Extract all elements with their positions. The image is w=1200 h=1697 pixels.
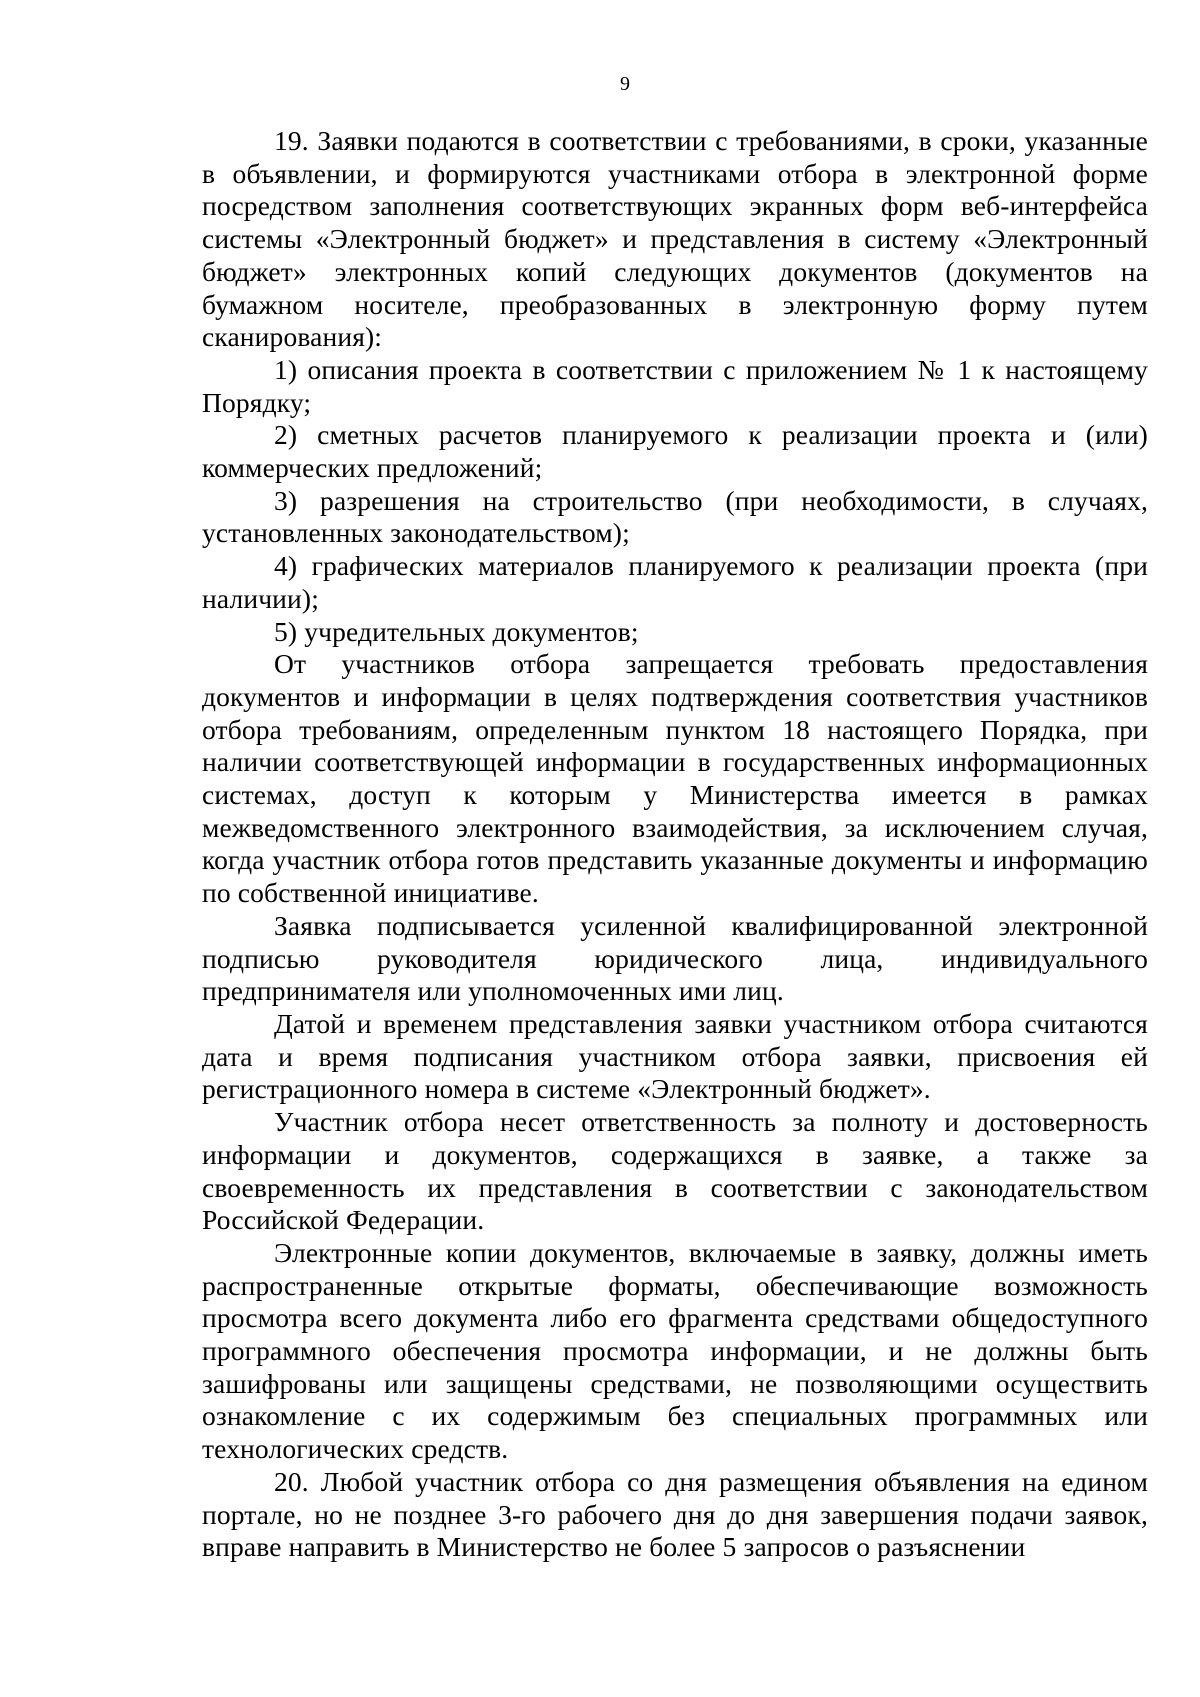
list-item-3: 3) разрешения на строительство (при необходимости, в случаях, установленных законодательством); — [202, 484, 1148, 549]
paragraph-responsibility: Участник отбора несет ответственность за полноту и достоверность информации и документов, содержащихся в заявке, а также за своевременность их представления в соответствии с законодательством Российской Федерации. — [202, 1106, 1148, 1236]
list-item-5: 5) учредительных документов; — [274, 615, 639, 647]
paragraph-item-20: 20. Любой участник отбора со дня размещения объявления на едином портале, но не позднее 3-го рабочего дня до дня завершения подачи заявок, вправе направить в Министерство не более 5 запросов о разъяснении — [202, 1465, 1148, 1563]
document-body — [202, 125, 1148, 1564]
page-number: 9 — [620, 73, 630, 95]
paragraph-signature: Заявка подписывается усиленной квалифицированной электронной подписью руководителя юридического лица, индивидуального предпринимателя или уполномоченных ими лиц. — [202, 909, 1148, 1007]
paragraph-restriction: От участников отбора запрещается требовать предоставления документов и информации в целях подтверждения соответствия участников отбора требованиям, определенным пунктом 18 настоящего Порядка, при наличии соответствующей информации в государственных информационных системах, доступ к которым у Министерства имеется в рамках межведомственного электронного взаимодействия, за исключением случая, когда участник отбора готов представить указанные документы и информацию по собственной инициативе. — [202, 648, 1148, 909]
paragraph-item-19: 19. Заявки подаются в соответствии с требованиями, в сроки, указанные в объявлении, и формируются участниками отбора в электронной форме посредством заполнения соответствующих экранных форм веб-интерфейса системы «Электронный бюджет» и представления в систему «Электронный бюджет» электронных копий следующих документов (документов на бумажном носителе, преобразованных в электронную форму путем сканирования): — [202, 125, 1148, 353]
list-item-4: 4) графических материалов планируемого к реализации проекта (при наличии); — [202, 550, 1148, 614]
paragraph-electronic-copies: Электронные копии документов, включаемые в заявку, должны иметь распространенные открытые форматы, обеспечивающие возможность просмотра всего документа либо его фрагмента средствами общедоступного программного обеспечения просмотра информации, и не должны быть зашифрованы или защищены средствами, не позволяющими осуществить ознакомление с их содержимым без специальных программных или технологических средств. — [202, 1236, 1148, 1465]
list-item-2: 2) сметных расчетов планируемого к реализации проекта и (или) коммерческих предложений; — [202, 419, 1148, 484]
list-item-1: 1) описания проекта в соответствии с приложением № 1 к настоящему Порядку; — [202, 353, 1148, 418]
paragraph-submission-date: Датой и временем представления заявки участником отбора считаются дата и время подписания участником отбора заявки, присвоения ей регистрационного номера в системе «Электронный бюджет». — [202, 1007, 1148, 1105]
